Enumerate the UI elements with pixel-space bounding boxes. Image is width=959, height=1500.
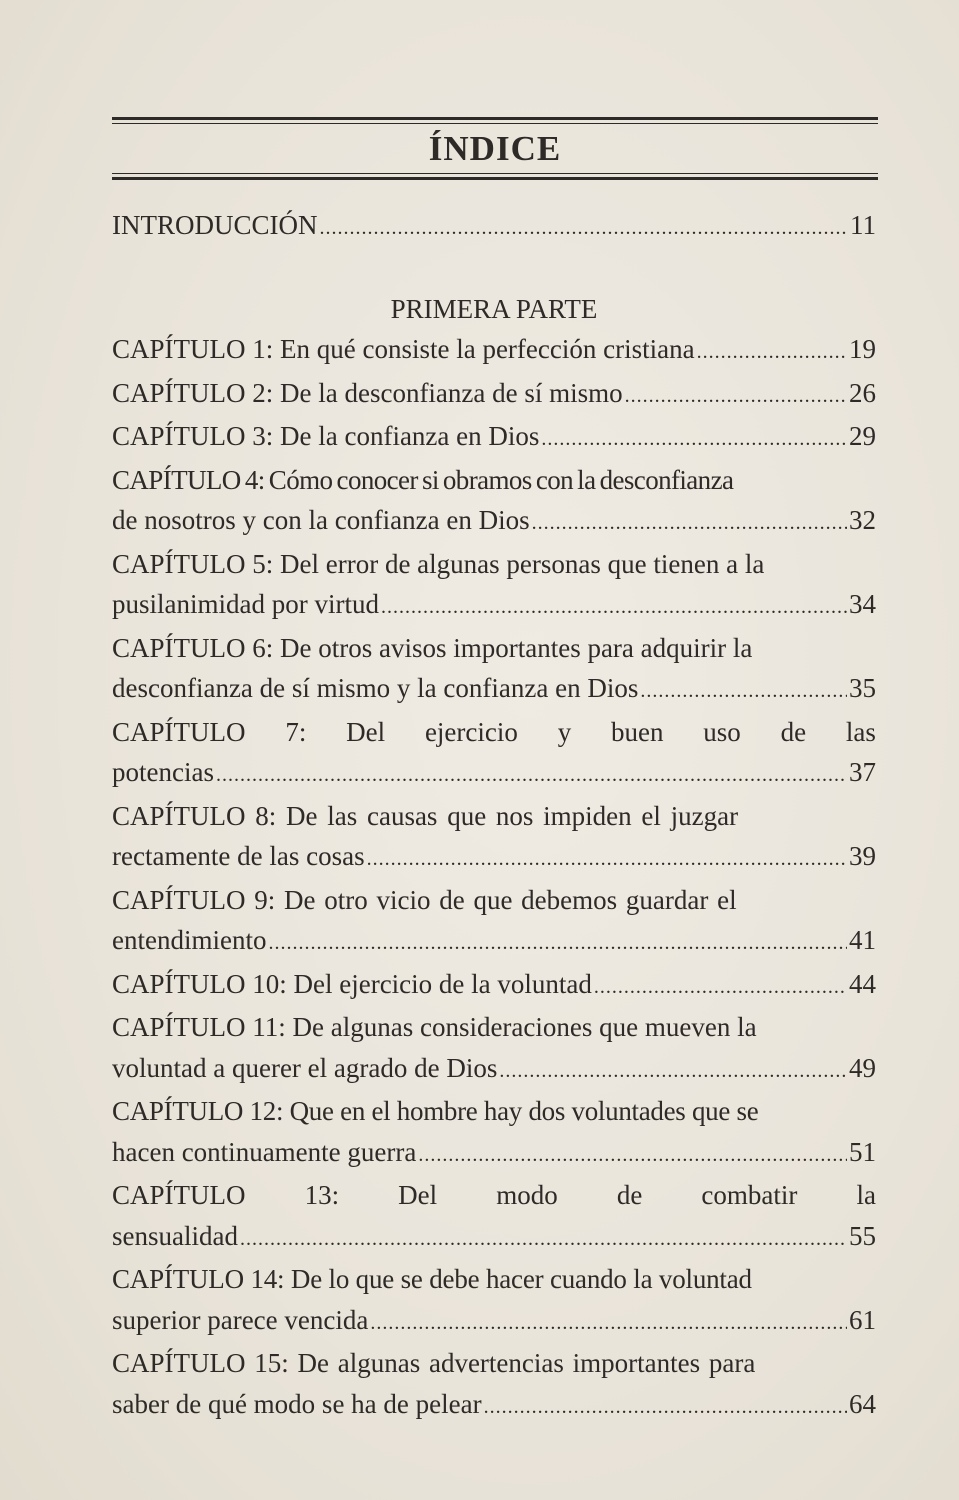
entry-page-number: 37 xyxy=(849,757,876,787)
dot-leader xyxy=(240,1219,847,1260)
entry-page-number: 39 xyxy=(849,841,876,871)
entry-page-number: 64 xyxy=(849,1388,876,1419)
entry-last-line xyxy=(112,668,876,712)
entry-label: CAPÍTULO 3: De la confianza en Dios xyxy=(112,421,540,451)
entry-first-line: CAPÍTULO 4: Cómo conocer si obramos con la desconfianza xyxy=(112,464,734,495)
toc-entry-chapter-11 xyxy=(112,1007,876,1091)
entry-last-line xyxy=(112,1300,876,1344)
part-heading: PRIMERA PARTE xyxy=(390,293,598,324)
entry-label: sensualidad xyxy=(112,1220,238,1251)
top-rule-thick xyxy=(112,117,878,120)
dot-leader xyxy=(697,332,847,373)
entry-word: buen xyxy=(611,716,664,747)
entry-label: CAPÍTULO 10: Del ejercicio de la voluntad xyxy=(112,968,592,999)
dot-leader xyxy=(625,376,847,417)
entry-label: entendimiento xyxy=(112,925,267,955)
top-rule-thin xyxy=(112,123,878,124)
entry-word: CAPÍTULO xyxy=(112,1180,246,1210)
toc-entry-chapter-3 xyxy=(112,416,876,460)
entry-first-line xyxy=(112,712,876,753)
entry-first-line: CAPÍTULO 6: De otros avisos importantes para adquirir la xyxy=(112,632,753,663)
entry-word: uso xyxy=(703,716,741,747)
entry-word: de xyxy=(780,716,807,747)
toc-entry-chapter-10 xyxy=(112,964,876,1008)
toc-entry-chapter-14 xyxy=(112,1259,876,1343)
page-title: ÍNDICE xyxy=(428,129,562,168)
entry-last-line xyxy=(112,752,876,796)
entry-page-number: 34 xyxy=(849,589,876,619)
entry-label: hacen continuamente guerra xyxy=(112,1136,417,1167)
toc-entry-chapter-12 xyxy=(112,1091,876,1175)
entry-word: ejercicio xyxy=(424,716,518,747)
toc-entry-chapter-9 xyxy=(112,880,876,964)
entry-last-line xyxy=(112,836,876,880)
entry-last-line xyxy=(112,500,876,544)
dot-leader xyxy=(367,839,847,880)
entry-page-number: 35 xyxy=(849,673,876,703)
dot-leader xyxy=(370,1303,847,1344)
entry-word: modo xyxy=(496,1180,558,1210)
entry-label: superior parece vencida xyxy=(112,1304,369,1335)
entry-label: CAPÍTULO 1: En qué consiste la perfección cristiana xyxy=(112,334,695,364)
toc-entry-chapter-5 xyxy=(112,544,876,628)
entry-word: de xyxy=(616,1180,643,1210)
entry-first-line: CAPÍTULO 11: De algunas consideraciones que mueven la xyxy=(112,1012,757,1042)
entry-word: combatir xyxy=(701,1180,798,1210)
toc-entry-chapter-15 xyxy=(112,1343,876,1427)
toc-entry-chapter-6 xyxy=(112,628,876,712)
toc-entry-introduction xyxy=(112,205,876,249)
entry-page-number: 41 xyxy=(849,925,876,955)
dot-leader xyxy=(499,1051,847,1092)
table-of-contents xyxy=(112,205,876,1427)
entry-page-number: 44 xyxy=(849,968,876,999)
dot-leader xyxy=(381,587,847,628)
toc-entry-chapter-4 xyxy=(112,460,876,544)
entry-label: INTRODUCCIÓN xyxy=(112,210,318,240)
entry-page-number: 19 xyxy=(849,334,876,364)
toc-entry-chapter-7 xyxy=(112,712,876,796)
entry-label: pusilanimidad por virtud xyxy=(112,589,379,619)
entry-label: desconfianza de sí mismo y la confianza en Dios xyxy=(112,673,639,703)
entry-page-number: 51 xyxy=(849,1136,876,1167)
entry-page-number: 29 xyxy=(849,421,876,451)
entry-first-line: CAPÍTULO 14: De lo que se debe hacer cuando la voluntad xyxy=(112,1264,752,1294)
dot-leader xyxy=(216,755,847,796)
toc-entry-chapter-13 xyxy=(112,1175,876,1259)
entry-word: 7: xyxy=(285,716,307,747)
entry-word: Del xyxy=(398,1180,438,1210)
entry-last-line xyxy=(112,1132,876,1176)
entry-first-line: CAPÍTULO 5: Del error de algunas personas que tienen a la xyxy=(112,548,765,579)
entry-label: voluntad a querer el agrado de Dios xyxy=(112,1052,498,1083)
bottom-rule-thick xyxy=(112,177,878,180)
entry-label: saber de qué modo se ha de pelear xyxy=(112,1388,482,1419)
entry-page-number: 49 xyxy=(849,1052,876,1083)
entry-first-line: CAPÍTULO 12: Que en el hombre hay dos voluntades que se xyxy=(112,1096,759,1126)
entry-last-line xyxy=(112,1216,876,1260)
entry-first-line: CAPÍTULO 15: De algunas advertencias importantes para xyxy=(112,1348,756,1378)
entry-page-number: 26 xyxy=(849,377,876,408)
dot-leader xyxy=(541,419,847,460)
entry-label: CAPÍTULO 2: De la desconfianza de sí mismo xyxy=(112,377,623,408)
entry-page-number: 11 xyxy=(850,210,876,240)
entry-last-line xyxy=(112,1384,876,1428)
dot-leader xyxy=(320,208,849,249)
entry-label: rectamente de las cosas xyxy=(112,841,365,871)
entry-label: potencias xyxy=(112,757,214,787)
entry-word: la xyxy=(856,1180,876,1210)
dot-leader xyxy=(418,1135,847,1176)
entry-first-line: CAPÍTULO 9: De otro vicio de que debemos guardar el xyxy=(112,884,737,915)
dot-leader xyxy=(640,671,847,712)
dot-leader xyxy=(532,503,847,544)
entry-first-line xyxy=(112,1175,876,1216)
entry-word: las xyxy=(845,716,876,747)
entry-word: Del xyxy=(346,716,386,747)
dot-leader xyxy=(484,1387,847,1428)
entry-word: CAPÍTULO xyxy=(112,716,246,747)
toc-entry-chapter-1 xyxy=(112,329,876,373)
bottom-rule-thin xyxy=(112,173,878,174)
entry-word: 13: xyxy=(304,1180,340,1210)
entry-page-number: 32 xyxy=(849,505,876,535)
entry-word: y xyxy=(557,716,572,747)
toc-entry-chapter-2 xyxy=(112,373,876,417)
dot-leader xyxy=(268,923,847,964)
entry-first-line: CAPÍTULO 8: De las causas que nos impiden el juzgar xyxy=(112,800,739,831)
toc-entry-chapter-8 xyxy=(112,796,876,880)
index-header xyxy=(112,117,878,180)
dot-leader xyxy=(594,967,847,1008)
entry-last-line xyxy=(112,584,876,628)
entry-page-number: 55 xyxy=(849,1220,876,1251)
entry-label: de nosotros y con la confianza en Dios xyxy=(112,505,530,535)
entry-page-number: 61 xyxy=(849,1304,876,1335)
entry-last-line xyxy=(112,1048,876,1092)
entry-last-line xyxy=(112,920,876,964)
